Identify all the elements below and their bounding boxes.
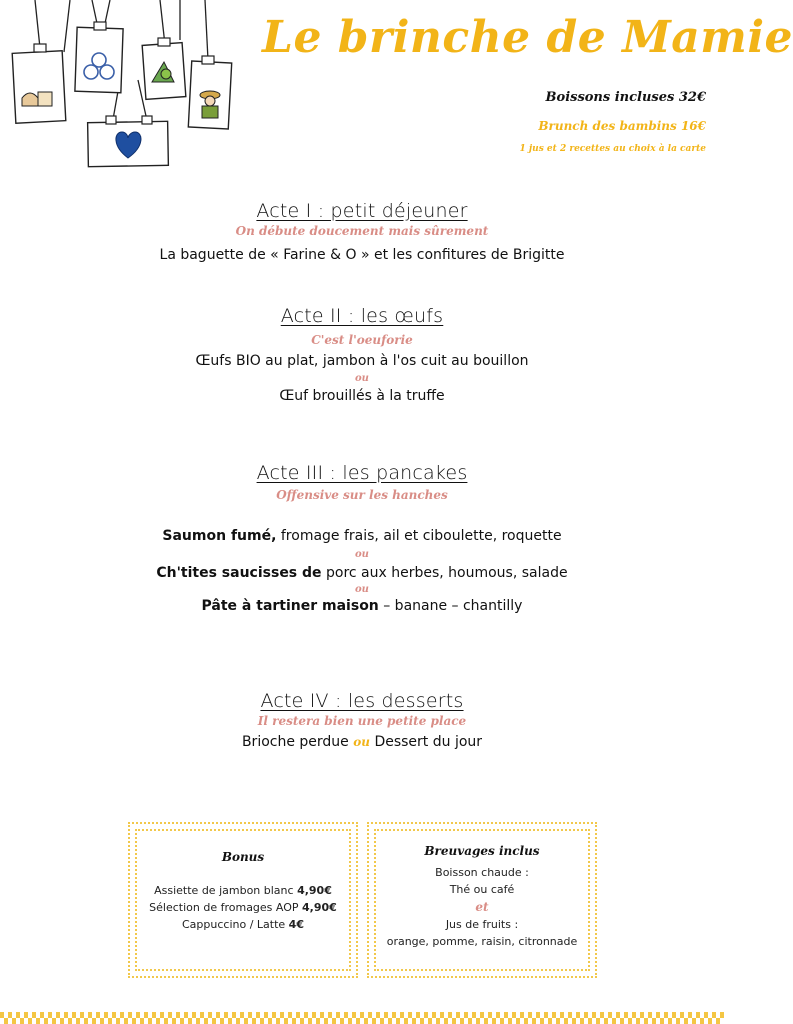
kids-brunch-note: 1 jus et 2 recettes au choix à la carte: [519, 144, 706, 154]
act-4-or: ou: [353, 735, 370, 749]
act-4-dish-b: Dessert du jour: [374, 734, 483, 750]
bonus-list: [130, 882, 356, 933]
act-1-section: [0, 200, 724, 263]
act-4-dish-a: Brioche perdue: [241, 734, 349, 750]
act-3-subtitle: Offensive sur les hanches: [276, 488, 448, 502]
kids-brunch-price: Brunch des bambins 16€: [538, 119, 706, 133]
hot-drink-label: Boisson chaude :: [435, 866, 529, 879]
act-4-title: Acte IV : les desserts: [260, 690, 464, 712]
act-3-dish-3-rest: – banane – chantilly: [378, 598, 523, 614]
act-3-dish-1: [0, 528, 724, 544]
price-with-drinks: Boissons incluses 32€: [545, 90, 706, 105]
act-3-or-2: ou: [355, 584, 369, 595]
bonus-item-label: Sélection de fromages AOP: [149, 901, 303, 914]
bonus-item-price: 4€: [288, 918, 304, 931]
act-2-dish-1: Œufs BIO au plat, jambon à l'os cuit au bouillon: [195, 353, 529, 369]
act-3-dish-3: [0, 598, 724, 614]
bonus-item-price: 4,90€: [297, 884, 332, 897]
hot-drink-value: Thé ou café: [449, 883, 515, 896]
act-2-or: ou: [355, 373, 369, 384]
bubbles-tag: [75, 22, 123, 93]
bonus-item: [130, 916, 356, 933]
drinks-and: et: [475, 900, 489, 914]
act-3-section: [0, 462, 724, 614]
menu-title: Le brinche de Mamie: [262, 12, 793, 63]
act-4-section: [0, 690, 724, 750]
act-2-subtitle: C'est l'oeuforie: [311, 333, 413, 347]
act-3-dish-2-rest: porc aux herbes, houmous, salade: [321, 565, 568, 581]
act-4-subtitle: Il restera bien une petite place: [257, 714, 467, 728]
act-4-dish: [0, 734, 724, 750]
act-1-title: Acte I : petit déjeuner: [256, 200, 468, 222]
act-3-title: Acte III : les pancakes: [256, 462, 468, 484]
bonus-box: [128, 822, 358, 978]
farmer-tag: [188, 56, 231, 129]
gingham-border-strip: [0, 1012, 724, 1024]
bonus-item-label: Cappuccino / Latte: [182, 918, 289, 931]
drinks-box: [367, 822, 597, 978]
act-2-dish-2: Œuf brouillés à la truffe: [279, 388, 445, 404]
drinks-title: Breuvages inclus: [424, 844, 540, 858]
heart-tag: [88, 116, 169, 167]
act-3-dish-2: [0, 565, 724, 581]
act-3-dish-1-rest: fromage frais, ail et ciboulette, roquette: [276, 528, 562, 544]
act-3-dish-1-bold: Saumon fumé,: [162, 528, 277, 544]
bonus-item-label: Assiette de jambon blanc: [154, 884, 298, 897]
hanging-tags-illustration: [0, 0, 230, 170]
bonus-item: [130, 882, 356, 899]
act-3-dish-3-bold: Pâte à tartiner maison: [201, 598, 379, 614]
juice-value: orange, pomme, raisin, citronnade: [386, 935, 578, 948]
act-3-or-1: ou: [355, 549, 369, 560]
vegetables-tag: [142, 38, 186, 99]
bonus-item: [130, 899, 356, 916]
act-1-subtitle: On débute doucement mais sûrement: [235, 224, 489, 238]
bread-tag: [12, 44, 66, 123]
act-2-section: [0, 305, 724, 404]
juice-label: Jus de fruits :: [445, 918, 519, 931]
bonus-title: Bonus: [221, 850, 265, 864]
bonus-item-price: 4,90€: [302, 901, 337, 914]
act-3-dish-2-bold: Ch'tites saucisses de: [156, 565, 322, 581]
act-2-title: Acte II : les œufs: [280, 305, 444, 327]
act-1-dish: La baguette de « Farine & O » et les confitures de Brigitte: [159, 247, 565, 263]
